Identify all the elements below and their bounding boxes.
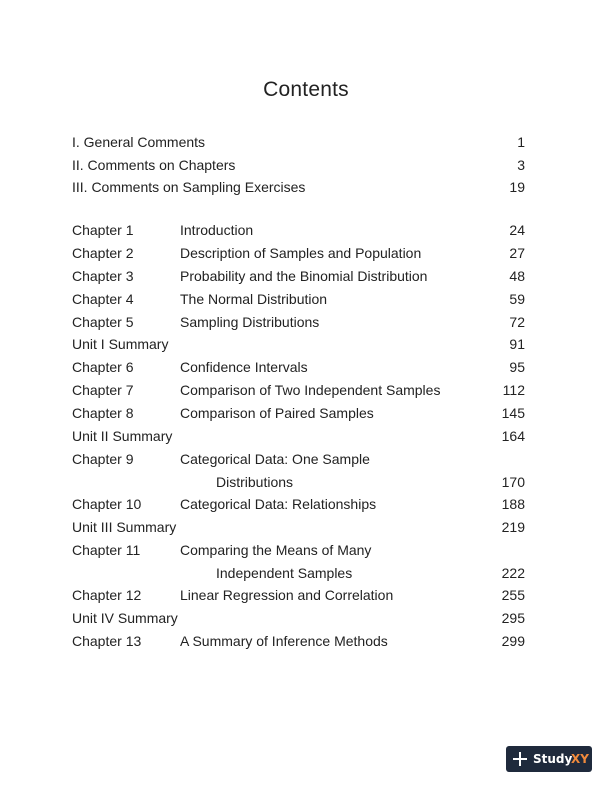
toc-chapter-title: Description of Samples and Population (180, 245, 422, 261)
toc-chapter-title: Sampling Distributions (180, 314, 320, 330)
toc-entry-chapter-4[interactable] (72, 289, 528, 309)
toc-page-number: 1 (517, 134, 525, 150)
toc-page-number: 48 (509, 268, 525, 284)
toc-entry-chapter-12[interactable] (72, 585, 528, 605)
toc-page-number: 112 (502, 382, 525, 398)
toc-chapter-title: Comparison of Paired Samples (180, 405, 374, 421)
toc-unit-label: Unit I Summary (72, 336, 169, 352)
toc-chapter-label: Chapter 2 (72, 245, 134, 261)
toc-entry-chapter-10[interactable] (72, 494, 528, 514)
toc-page-number: 170 (501, 474, 525, 490)
toc-section-sampling-exercises[interactable] (72, 177, 528, 197)
toc-chapter-title: Comparison of Two Independent Samples (180, 382, 441, 398)
toc-entry-chapter-11[interactable] (72, 540, 528, 560)
toc-chapter-title: Comparing the Means of Many (180, 542, 372, 558)
toc-entry-chapter-5[interactable] (72, 312, 528, 332)
toc-chapter-title: Confidence Intervals (180, 359, 308, 375)
toc-entry-chapter-9[interactable] (72, 449, 528, 469)
toc-page-number: 222 (501, 565, 525, 581)
toc-section-comments-on-chapters[interactable] (72, 155, 528, 175)
toc-unit-label: Unit II Summary (72, 428, 173, 444)
brand-name: Study (533, 752, 573, 766)
toc-page-number: 95 (509, 359, 525, 375)
toc-section-label: I. General Comments (72, 134, 206, 150)
toc-chapter-title-continued: Distributions (216, 474, 294, 490)
toc-chapter-label: Chapter 4 (72, 291, 134, 307)
toc-entry-chapter-8[interactable] (72, 403, 528, 423)
toc-chapter-label: Chapter 6 (72, 359, 134, 375)
toc-section-general-comments[interactable] (72, 132, 528, 152)
toc-chapter-title: Categorical Data: Relationships (180, 496, 377, 512)
studyxy-watermark-badge[interactable] (506, 746, 592, 772)
toc-chapter-label: Chapter 12 (72, 587, 142, 603)
toc-page-number: 91 (509, 336, 525, 352)
toc-chapter-label: Chapter 10 (72, 496, 142, 512)
page-title: Contents (263, 78, 349, 101)
plus-icon (512, 751, 528, 767)
toc-chapter-title: Probability and the Binomial Distribution (180, 268, 428, 284)
toc-chapter-title: A Summary of Inference Methods (180, 633, 388, 649)
toc-entry-chapter-3[interactable] (72, 266, 528, 286)
toc-page-number: 72 (509, 314, 525, 330)
toc-chapter-title: The Normal Distribution (180, 291, 328, 307)
toc-chapter-label: Chapter 11 (72, 542, 141, 558)
toc-entry-chapter-11-continued[interactable] (72, 563, 528, 583)
toc-entry-unit-1-summary[interactable] (72, 334, 528, 354)
toc-chapter-label: Chapter 13 (72, 633, 142, 649)
toc-entry-unit-3-summary[interactable] (72, 517, 528, 537)
toc-entry-chapter-7[interactable] (72, 380, 528, 400)
toc-unit-label: Unit IV Summary (72, 610, 178, 626)
toc-page-number: 255 (501, 587, 525, 603)
toc-page-number: 299 (501, 633, 525, 649)
toc-chapter-label: Chapter 7 (72, 382, 134, 398)
toc-entry-unit-4-summary[interactable] (72, 608, 528, 628)
toc-page-number: 295 (501, 610, 525, 626)
toc-chapter-title: Categorical Data: One Sample (180, 451, 370, 467)
toc-section-label: III. Comments on Sampling Exercises (72, 179, 306, 195)
toc-chapter-title: Introduction (180, 222, 254, 238)
toc-page-number: 164 (501, 428, 525, 444)
toc-page-number: 145 (501, 405, 525, 421)
toc-section-label: II. Comments on Chapters (72, 157, 236, 173)
toc-chapter-label: Chapter 1 (72, 222, 134, 238)
toc-page-number: 24 (509, 222, 525, 238)
toc-page-number: 219 (501, 519, 525, 535)
toc-chapter-label: Chapter 9 (72, 451, 134, 467)
toc-page-number: 188 (501, 496, 525, 512)
toc-entry-chapter-1[interactable] (72, 220, 528, 240)
toc-page-number: 27 (509, 245, 525, 261)
toc-chapter-label: Chapter 5 (72, 314, 134, 330)
toc-entry-chapter-13[interactable] (72, 631, 528, 651)
toc-chapter-title-continued: Independent Samples (216, 565, 353, 581)
toc-chapter-title: Linear Regression and Correlation (180, 587, 394, 603)
toc-chapter-label: Chapter 3 (72, 268, 134, 284)
toc-page-number: 3 (517, 157, 525, 173)
toc-unit-label: Unit III Summary (72, 519, 177, 535)
toc-entry-chapter-2[interactable] (72, 243, 528, 263)
toc-entry-chapter-6[interactable] (72, 357, 528, 377)
toc-page-number: 19 (509, 179, 525, 195)
toc-entry-chapter-9-continued[interactable] (72, 472, 528, 492)
toc-entry-unit-2-summary[interactable] (72, 426, 528, 446)
toc-page-number: 59 (509, 291, 525, 307)
brand-accent: XY (571, 752, 589, 766)
toc-chapter-label: Chapter 8 (72, 405, 134, 421)
